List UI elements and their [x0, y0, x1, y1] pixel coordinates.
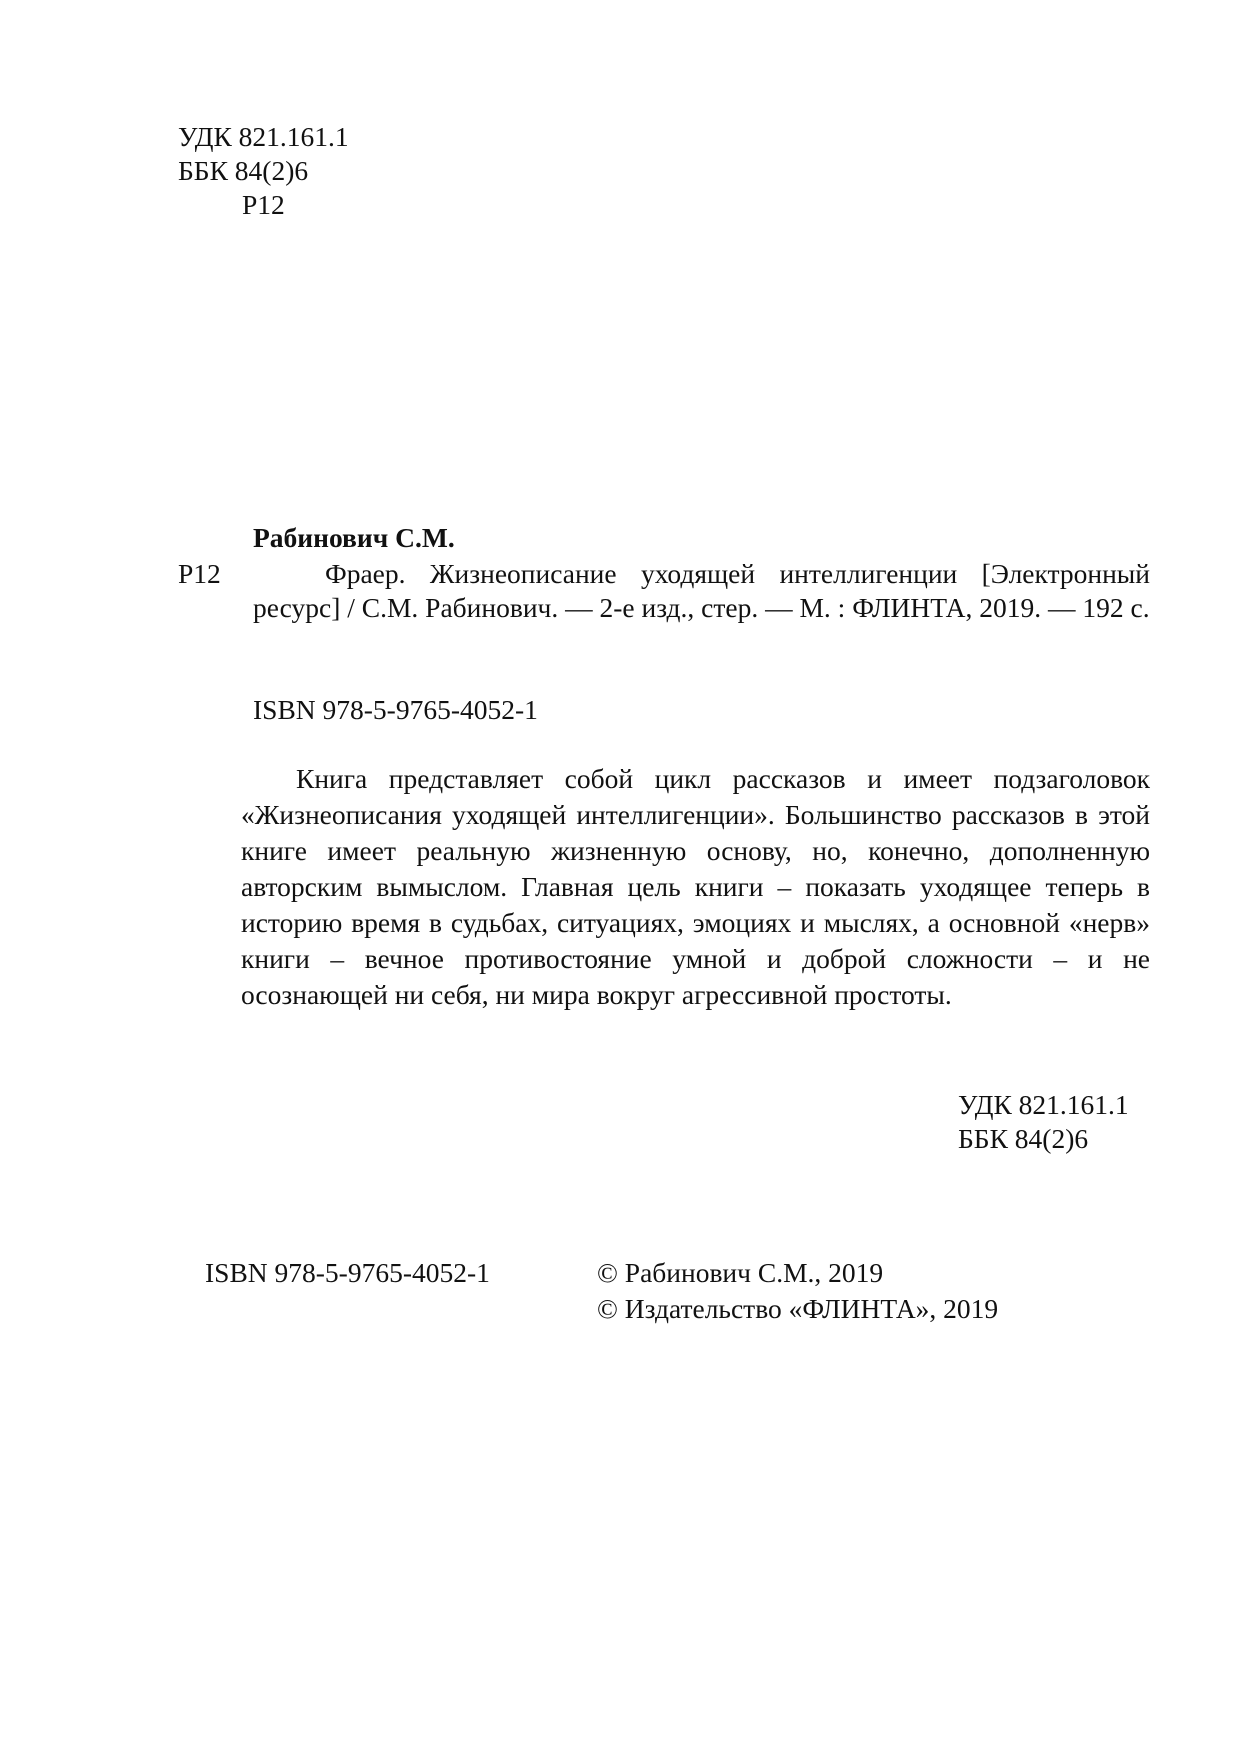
bibliographic-record	[253, 557, 1150, 625]
copyright-block	[597, 1256, 998, 1328]
isbn-main: ISBN 978-5-9765-4052-1	[253, 694, 538, 725]
annotation-text: Книга представляет собой цикл рассказов и имеет подзаголовок «Жизнеописания уходящей интеллигенции». Большинство рассказов в этой книге имеет реальную жизненную основу, но, конечно, дополненную авторским вымыслом. Главная цель книги – показать уходящее теперь в историю время в судьбах, ситуациях, эмоциях и мыслях, а основной «нерв» книги – вечное противостояние умной и доброй сложности – и не осознающей ни себя, ни мира вокруг агрессивной простоты.	[241, 763, 1150, 1010]
copyright-publisher: © Издательство «ФЛИНТА», 2019	[597, 1293, 999, 1324]
bbk-code: ББК 84(2)6	[178, 155, 309, 186]
bbk-code-bottom: ББК 84(2)6	[958, 1123, 1089, 1154]
udk-code-bottom: УДК 821.161.1	[958, 1089, 1129, 1120]
classification-bottom-block	[958, 1088, 1129, 1156]
udk-code: УДК 821.161.1	[178, 121, 349, 152]
classification-top-block	[178, 120, 349, 222]
bibliographic-record-text: Фраер. Жизнеописание уходящей интеллигенции [Электронный ресурс] / С.М. Рабинович. — 2-е изд., стер. — М. : ФЛИНТА, 2019. — 192 с.	[253, 558, 1150, 623]
author-heading: Рабинович С.М.	[253, 522, 455, 553]
isbn-bottom: ISBN 978-5-9765-4052-1	[205, 1257, 490, 1288]
copyright-author: © Рабинович С.М., 2019	[597, 1257, 884, 1288]
catalog-mark: Р12	[178, 558, 221, 589]
annotation-block	[241, 761, 1150, 1013]
author-mark: Р12	[242, 189, 285, 220]
